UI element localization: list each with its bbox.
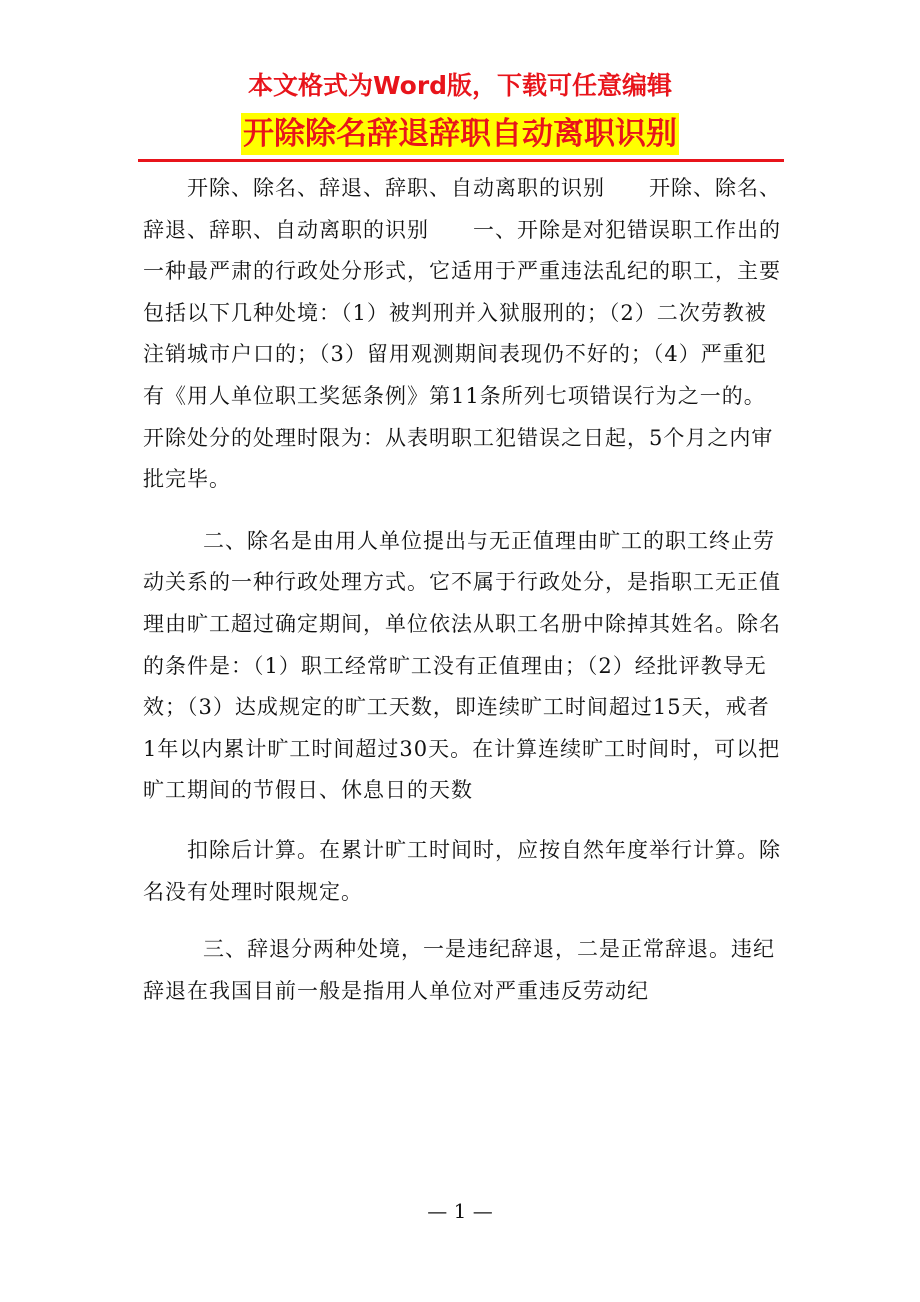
title-underline-rule [138, 159, 784, 162]
document-body [143, 168, 783, 1012]
page-number: — 1 — [427, 1199, 493, 1223]
paragraph-intro-expulsion: 开除、除名、辞退、辞职、自动离职的识别 开除、除名、辞退、辞职、自动离职的识别 一、开除是对犯错误职工作出的一种最严肃的行政处分形式，它适用于严重违法乱纪的职工，主要包括以下几种处境：（1）被判刑并入狱服刑的；（2）二次劳教被注销城市户口的；（3）留用观测期间表现仍不好的；（4）严重犯有《用人单位职工奖惩条例》第11条所列七项错误行为之一的。开除处分的处理时限为：从表明职工犯错误之日起，5个月之内审批完毕。 [143, 176, 781, 492]
download-banner: 本文格式为Word版，下载可任意编辑 [247, 71, 673, 100]
document-title: 开除除名辞退辞职自动离职识别 [241, 113, 679, 155]
paragraph-dismissal: 三、辞退分两种处境，一是违纪辞退，二是正常辞退。违纪辞退在我国目前一般是指用人单位对严重违反劳动纪 [143, 937, 775, 1003]
paragraph-name-removal: 二、除名是由用人单位提出与无正值理由旷工的职工终止劳动关系的一种行政处理方式。它不属于行政处分，是指职工无正值理由旷工超过确定期间，单位依法从职工名册中除掉其姓名。除名的条件是：（1）职工经常旷工没有正值理由；（2）经批评教导无效；（3）达成规定的旷工天数，即连续旷工时间超过15天，戒者1年以内累计旷工时间超过30天。在计算连续旷工时间时，可以把旷工期间的节假日、休息日的天数 [143, 528, 781, 803]
title-container [0, 113, 920, 155]
paragraph-name-removal-continued: 扣除后计算。在累计旷工时间时，应按自然年度举行计算。除名没有处理时限规定。 [143, 837, 781, 904]
